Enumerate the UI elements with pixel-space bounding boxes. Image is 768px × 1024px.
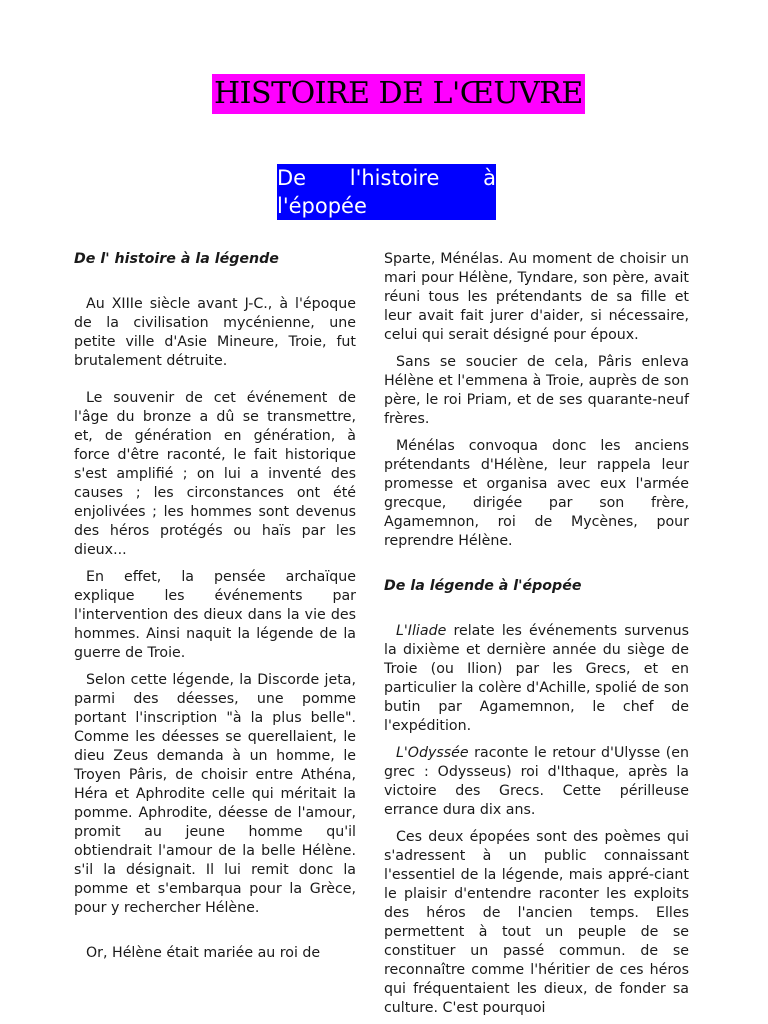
paragraph	[384, 744, 689, 820]
paragraph: Or, Hélène était mariée au roi de	[86, 945, 321, 961]
section-heading-epopee: De la légende à l'épopée	[384, 578, 582, 594]
page-title: HISTOIRE DE L'ŒUVRE	[212, 74, 585, 114]
paragraph: Selon cette légende, la Discorde jeta, parmi des déesses, une pomme portant l'inscription "à la plus belle". Comme les déesses se querellaient, le dieu Zeus demanda à un homme, le Troyen Pâris, de choisir entre Athéna, Héra et Aphrodite celle qui méritait la pomme. Aphrodite, déesse de l'amour, promit au jeune homme qu'il obtiendrait l'amour de la belle Hélène. s'il la désignait. Il lui remit donc la pomme et s'embarqua pour la Grèce, pour y rechercher Hélène.	[74, 672, 356, 916]
left-column	[74, 250, 356, 963]
section-heading-histoire: De l' histoire à la légende	[74, 251, 279, 267]
paragraph: Au XIIIe siècle avant J-C., à l'époque de la civilisation mycénienne, une petite ville d'Asie Mineure, Troie, fut brutalement détruite.	[74, 296, 356, 369]
paragraph: En effet, la pensée archaïque explique les événements par l'intervention des dieux dans la vie des hommes. Ainsi naquit la légende de la guerre de Troie.	[74, 569, 356, 661]
paragraph-text: relate les événements survenus la dixième et dernière année du siège de Troie (ou Ilion) par les Grecs, et en particulier la colère d'Achille, spolié de son butin par Agamemnon, le chef de l'expédition.	[384, 623, 689, 734]
subtitle-line-2: l'épopée	[277, 192, 496, 220]
paragraph: Ménélas convoqua donc les anciens prétendants d'Hélène, leur rappela leur promesse et organisa avec eux l'armée grecque, dirigée par son frère, Agamemnon, roi de Mycènes, pour reprendre Hélène.	[384, 438, 689, 549]
paragraph: Ces deux épopées sont des poèmes qui s'adressent à un public connaissant l'essentiel de la légende, mais appré-ciant le plaisir d'entendre raconter les exploits des héros de l'ancien temps. Elles permettent à tout un peuple de se constituer un passé commun. de se reconnaître comme l'héritier de ces héros qui fréquentaient les dieux, de fonder sa culture. C'est pourquoi	[384, 829, 689, 1016]
paragraph: Le souvenir de cet événement de l'âge du bronze a dû se transmettre, et, de génération en génération, à force d'être raconté, le fait historique s'est amplifié ; on lui a inventé des causes ; les circonstances ont été enjolivées ; les hommes sont devenus des héros protégés ou haïs par les dieux...	[74, 390, 356, 558]
work-title-iliade: L'Iliade	[396, 623, 447, 639]
section-subtitle	[277, 164, 496, 220]
paragraph: Sans se soucier de cela, Pâris enleva Hélène et l'emmena à Troie, auprès de son père, le roi Priam, et de ses quarante-neuf frères.	[384, 354, 689, 427]
paragraph-text: raconte le retour d'Ulysse (en grec : Odysseus) roi d'Ithaque, après la victoire des Grecs. Cette périlleuse errance dura dix ans.	[384, 745, 689, 818]
right-column	[384, 250, 689, 1018]
paragraph: Sparte, Ménélas. Au moment de choisir un mari pour Hélène, Tyndare, son père, avait réuni tous les prétendants de sa fille et leur avait fait jurer d'aider, si nécessaire, celui qui serait désigné pour époux.	[384, 251, 689, 343]
subtitle-line-1: De l'histoire à	[277, 166, 496, 190]
paragraph	[384, 622, 689, 736]
work-title-odyssee: L'Odyssée	[396, 745, 469, 761]
